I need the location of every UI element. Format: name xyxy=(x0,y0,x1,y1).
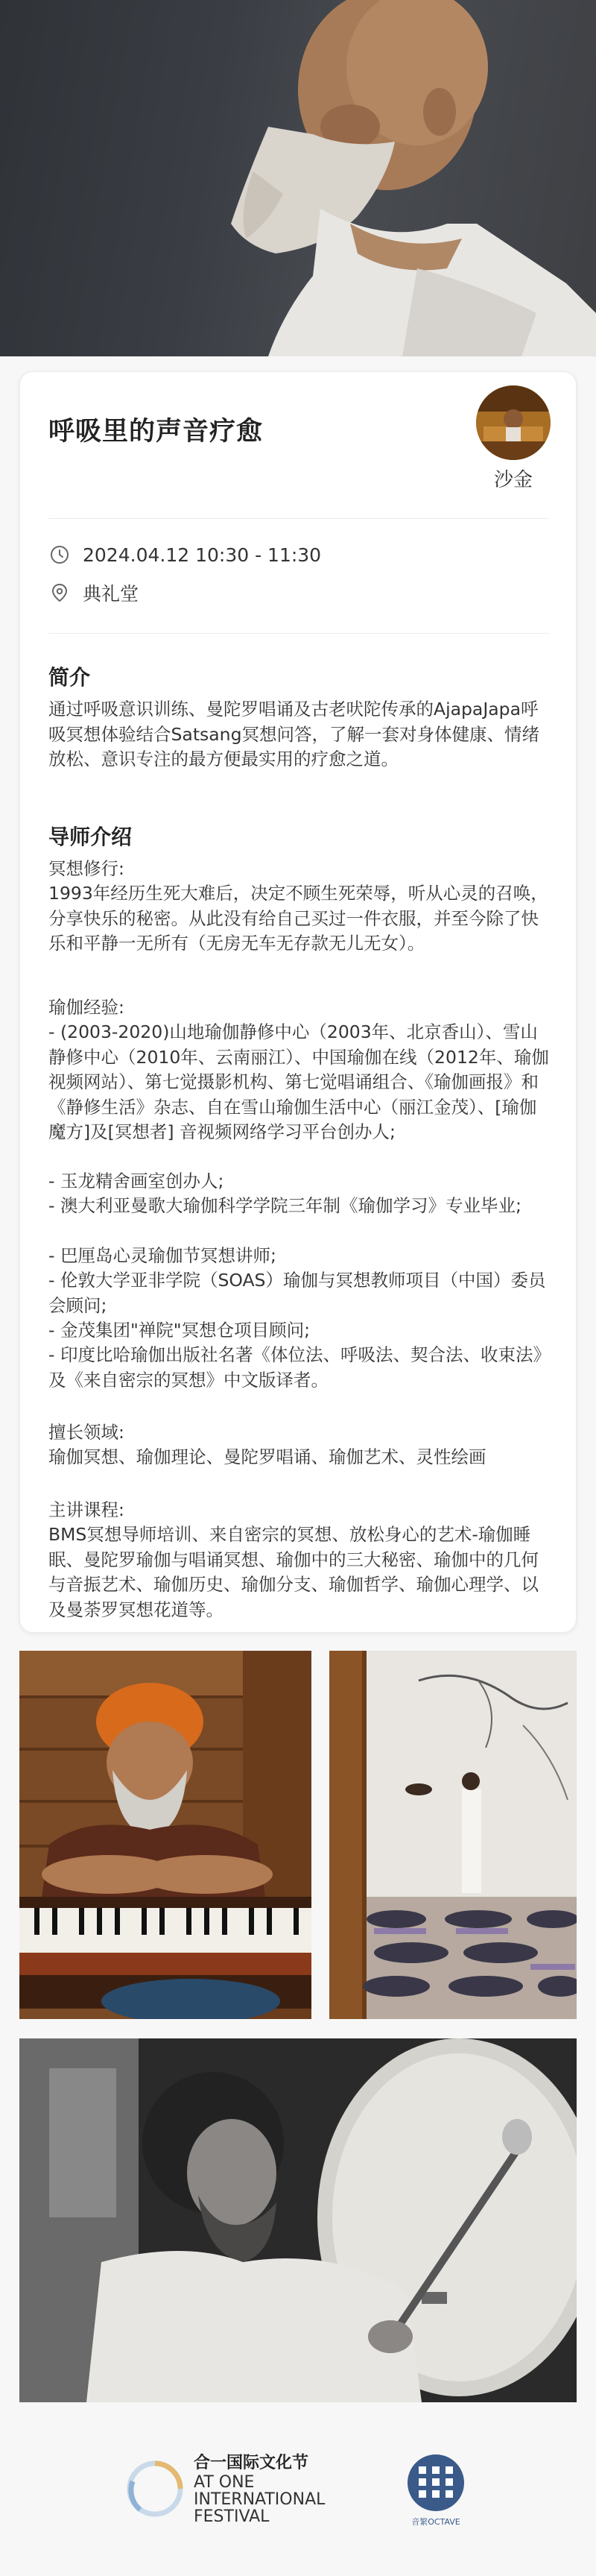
event-title: 呼吸里的声音疗愈 xyxy=(48,417,264,447)
host-name: 沙金 xyxy=(493,469,533,491)
location-pin-icon xyxy=(48,582,71,604)
location-row xyxy=(48,579,139,606)
octave-logo xyxy=(402,2453,469,2528)
event-card xyxy=(19,371,577,1633)
divider xyxy=(48,633,549,634)
experience-item: - 伦敦大学亚非学院（SOAS）瑜伽与冥想教师项目（中国）委员会顾问; xyxy=(48,1270,546,1316)
intro-heading: 简介 xyxy=(48,665,91,690)
at-one-festival-logo xyxy=(125,2447,326,2529)
octave-label: 音繁OCTAVE xyxy=(411,2517,460,2527)
experience-item: - (2003-2020)山地瑜伽静修中心（2003年、北京香山）、雪山静修中心（2010年、云南丽江）、中国瑜伽在线（2012年、瑜伽视频网站）、第七觉摄影机构、第七觉唱诵组合、《瑜伽画报》和《静修生活》杂志、自在雪山瑜伽生活中心（丽江金茂）、[瑜伽魔方]及[冥想者] 音视频网络学习平台创办人; xyxy=(48,1021,549,1142)
festival-ring-icon xyxy=(125,2451,188,2526)
festival-name-en: AT ONE INTERNATIONAL FESTIVAL xyxy=(194,2473,326,2526)
festival-name-cn: 合一国际文化节 xyxy=(194,2454,309,2472)
course-text: BMS冥想导师培训、来自密宗的冥想、放松身心的艺术-瑜伽睡眠、曼陀罗瑜伽与唱诵冥想、瑜伽中的三大秘密、瑜伽中的几何与音振艺术、瑜伽历史、瑜伽分支、瑜伽哲学、瑜伽心理学、以及曼荼罗冥想花道等。 xyxy=(48,1524,539,1620)
field-label: 擅长领域: xyxy=(48,1422,124,1443)
divider xyxy=(48,518,549,519)
photo-harmonium xyxy=(19,1651,311,2019)
experience-item: - 金茂集团"禅院"冥想仓项目顾问; xyxy=(48,1320,310,1341)
experience-item: - 澳大利亚曼歌大瑜伽科学学院三年制《瑜伽学习》专业毕业; xyxy=(48,1195,522,1216)
practice-label: 冥想修行: xyxy=(48,858,124,879)
practice-text: 1993年经历生死大难后，决定不顾生死荣辱，听从心灵的召唤，分享快乐的秘密。从此没有给自己买过一件衣服，并至今除了快乐和平静一无所有（无房无车无存款无儿无女）。 xyxy=(48,883,548,954)
host-avatar[interactable] xyxy=(476,385,551,460)
experience-label: 瑜伽经验: xyxy=(48,997,124,1018)
experience-item: - 巴厘岛心灵瑜伽节冥想讲师; xyxy=(48,1245,276,1266)
clock-icon xyxy=(48,544,71,566)
intro-text: 通过呼吸意识训练、曼陀罗唱诵及古老吠陀传承的AjapaJapa呼吸冥想体验结合Satsang冥想问答，了解一套对身体健康、情绪放松、意识专注的最方便最实用的疗愈之道。 xyxy=(48,699,539,769)
photo-frame-drum xyxy=(19,2038,577,2402)
field-text: 瑜伽冥想、瑜伽理论、曼陀罗唱诵、瑜伽艺术、灵性绘画 xyxy=(48,1446,486,1467)
experience-item: - 玉龙精舍画室创办人; xyxy=(48,1171,224,1191)
teacher-heading: 导师介绍 xyxy=(48,825,133,849)
course-label: 主讲课程: xyxy=(48,1499,124,1520)
photo-yoga-hall xyxy=(329,1651,577,2019)
event-location: 典礼堂 xyxy=(83,583,139,605)
experience-item: - 印度比哈瑜伽出版社名著《体位法、呼吸法、契合法、收束法》及《来自密宗的冥想》中文版译者。 xyxy=(48,1344,551,1391)
datetime-row xyxy=(48,541,321,568)
hero-photo xyxy=(0,0,596,356)
event-datetime: 2024.04.12 10:30 - 11:30 xyxy=(83,544,322,566)
